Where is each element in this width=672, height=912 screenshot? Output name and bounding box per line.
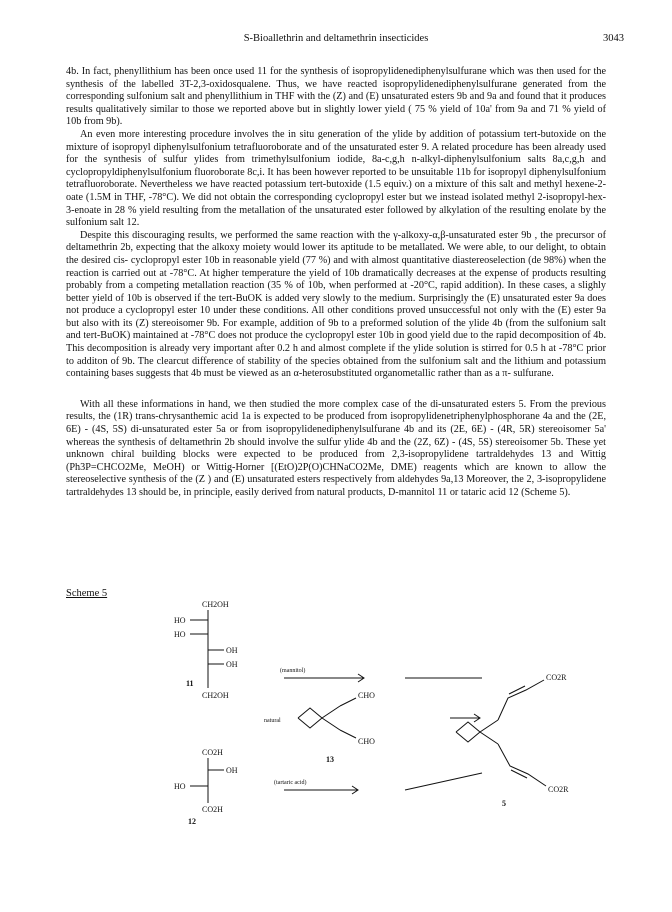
aldehyde-cho-top: CHO — [358, 691, 375, 700]
paragraph-4: With all these informations in hand, we then studied the more complex case of the di-unsaturated esters 5. From the previous results, the (1R) trans-chrysanthemic acid 1a is expected to be produced from isopropylidenetriphenylphosphorane 4a and the (2E, 6E) - (4S, 5S) di-unsaturated ester 5a or from isopropylidenediphenylsulfurane 4b and its (2E, 6E) - (4R, 5R) stereoisomer 5a' whereas the synthesis of deltamethrin 2b should involve the sulfur ylide 4b and the (2Z, 6Z) - (4S, 5S) stereoisomer 5b. These yet unknown chiral building blocks were expected to be produced from 2,3-isopropylidene tartraldehydes 13 and Wittig (Ph3P=CHCO2Me, MeOH) or Wittig-Horner [(EtO)2P(O)CHNaCO2Me, DME) reagents which are known to allow the stereoselective synthesis of the (Z ) and (E) unsaturated esters respectively from aldehydes 9a,13 Moreover, the 2, 3-isopropylidene tartraldehydes 13 should be, in principle, easily derived from natural products, D-mannitol 11 or tataric acid 12 (Scheme 5). — [66, 398, 606, 498]
scheme-5-drawing — [160, 598, 600, 838]
tartaric-top-label: CO2H — [202, 748, 223, 757]
paragraph-2: An even more interesting procedure involves the in situ generation of the ylide by addition of potassium tert-butoxide on the mixture of isopropyl diphenylsulfonium tetrafluoroborate and of the unsaturated ester 9. A related procedure has been already used for the synthesis of sulfur ylides from trimethylsulfonium iodide, 8a-c,g,h n-alkyl-diphenylsulfonium salts 8a,c,g,h and cyclopropyldiphenylsulfonium fluoroborate 8c,i. It has been however reported to be unsuitable 11b for isopropyl diphenylsulfonium tetrafluoroborate. Nevertheless we have reacted potassium tert-butoxide (1.5 equiv.) on a mixture of this salt and methyl hexene-2-oate (1.5M in THF, -78°C). We did not obtain the corresponding cyclopropyl ester but we instead isolated methyl 2-isopropyl-hex-3-enoate in 28 % yield resulting from the metallation of the unsaturated ester followed by alkylation of the resulting enolate by the sulfonium salt 12. — [66, 128, 606, 229]
mannitol-oh-2: OH — [226, 660, 238, 669]
compound-12-number: 12 — [188, 817, 196, 826]
mannitol-ho-2: HO — [174, 630, 186, 639]
running-head-title: S-Bioallethrin and deltamethrin insecticides — [243, 33, 429, 44]
arrow-label-natural: natural — [264, 718, 281, 724]
ester-acetonide-ring — [456, 722, 480, 742]
aldehyde-acetonide-ring — [298, 708, 322, 728]
paragraph-1: 4b. In fact, phenyllithium has been once used 11 for the synthesis of isopropylidenediphenylsulfurane which was then used for the synthesis of the labelled 3T-2,3-oxidosqualene. Thus, we have reacted isopropylidenediphenylsulfurane generated from the corresponding sulfonium salt and phenyllithium in THF with the (Z) and (E) unsaturated esters 9b and 9a and found that it produces results qualitatively similar to those we reported above but in slightly lower yield ( 75 % yield of 10a' from 9a and 71 % yield of 10b from 9b). — [66, 66, 606, 128]
ester-lower-chain — [498, 744, 546, 786]
arrow-label-tartaric: (tartaric acid) — [274, 780, 307, 786]
ester-co2r-bottom: CO2R — [548, 785, 569, 794]
mannitol-top-label: CH2OH — [202, 600, 229, 609]
mannitol-oh-1: OH — [226, 646, 238, 655]
page-number: 3043 — [603, 33, 624, 44]
aldehyde-cho-bottom: CHO — [358, 737, 375, 746]
tartaric-ho: HO — [174, 782, 186, 791]
tartaric-oh: OH — [226, 766, 238, 775]
compound-5-number: 5 — [502, 799, 506, 808]
scheme-title: Scheme 5 — [66, 588, 108, 599]
mannitol-ho-1: HO — [174, 616, 186, 625]
compound-13-number: 13 — [326, 755, 334, 764]
arrow-label-mannitol: (mannitol) — [280, 668, 306, 674]
compound-11-number: 11 — [186, 679, 194, 688]
article-body — [66, 66, 606, 500]
ester-co2r-top: CO2R — [546, 673, 567, 682]
paragraph-3: Despite this discouraging results, we performed the same reaction with the γ-alkoxy-α,β-unsaturated ester 9b , the precursor of deltamethrin 2b, expecting that the alkoxy moiety would lower its aptitude to be metallated. We were able, to our delight, to obtain the desired cis- cyclopropyl ester 10b in reasonable yield (77 %) and with almost quantitative diastereoselection (de 98%) when the reaction is carried out at -78°C. At higher temperature the yield of 10b dramatically decreases at the expense of products resulting probably from a competing metallation reaction (35 % of 10b, when performed at -20°C, rapid addition). In these cases, a slighly better yield of 10b is observed if the tert-BuOK is added very slowly to the medium. Surprisingly the (E) unsaturated ester 9a does not produce a cyclopropyl ester 10 under these conditions. All other conditions proved unsuccessful not only with the (E) ester 9a but also with its (Z) stereoisomer 9b. For example, addition of 9b to a preformed solution of the ylide 4b (from the sulfonium salt and tert-BuOK) maintained at -78°C does not produce the cyclopropyl ester 10b in good yield due to the rapid decomposition of 4b. This decomposition is already very important after 0.2 h and almost complete if the ylide solution is stirred for 0.5 h at -78°C prior to additon of 9b. The clearcut difference of stability of the species obtained from the sulfonium salt and the lithium and potassium containing bases suggests that 4b must be viewed as an α-heterosubstituted organometallic rather than as a π- sulfurane. — [66, 229, 606, 380]
mannitol-bottom-label: CH2OH — [202, 691, 229, 700]
running-head — [0, 33, 672, 47]
tartaric-bottom-label: CO2H — [202, 805, 223, 814]
scheme-5-figure — [160, 598, 600, 838]
ester-upper-chain — [498, 680, 544, 720]
